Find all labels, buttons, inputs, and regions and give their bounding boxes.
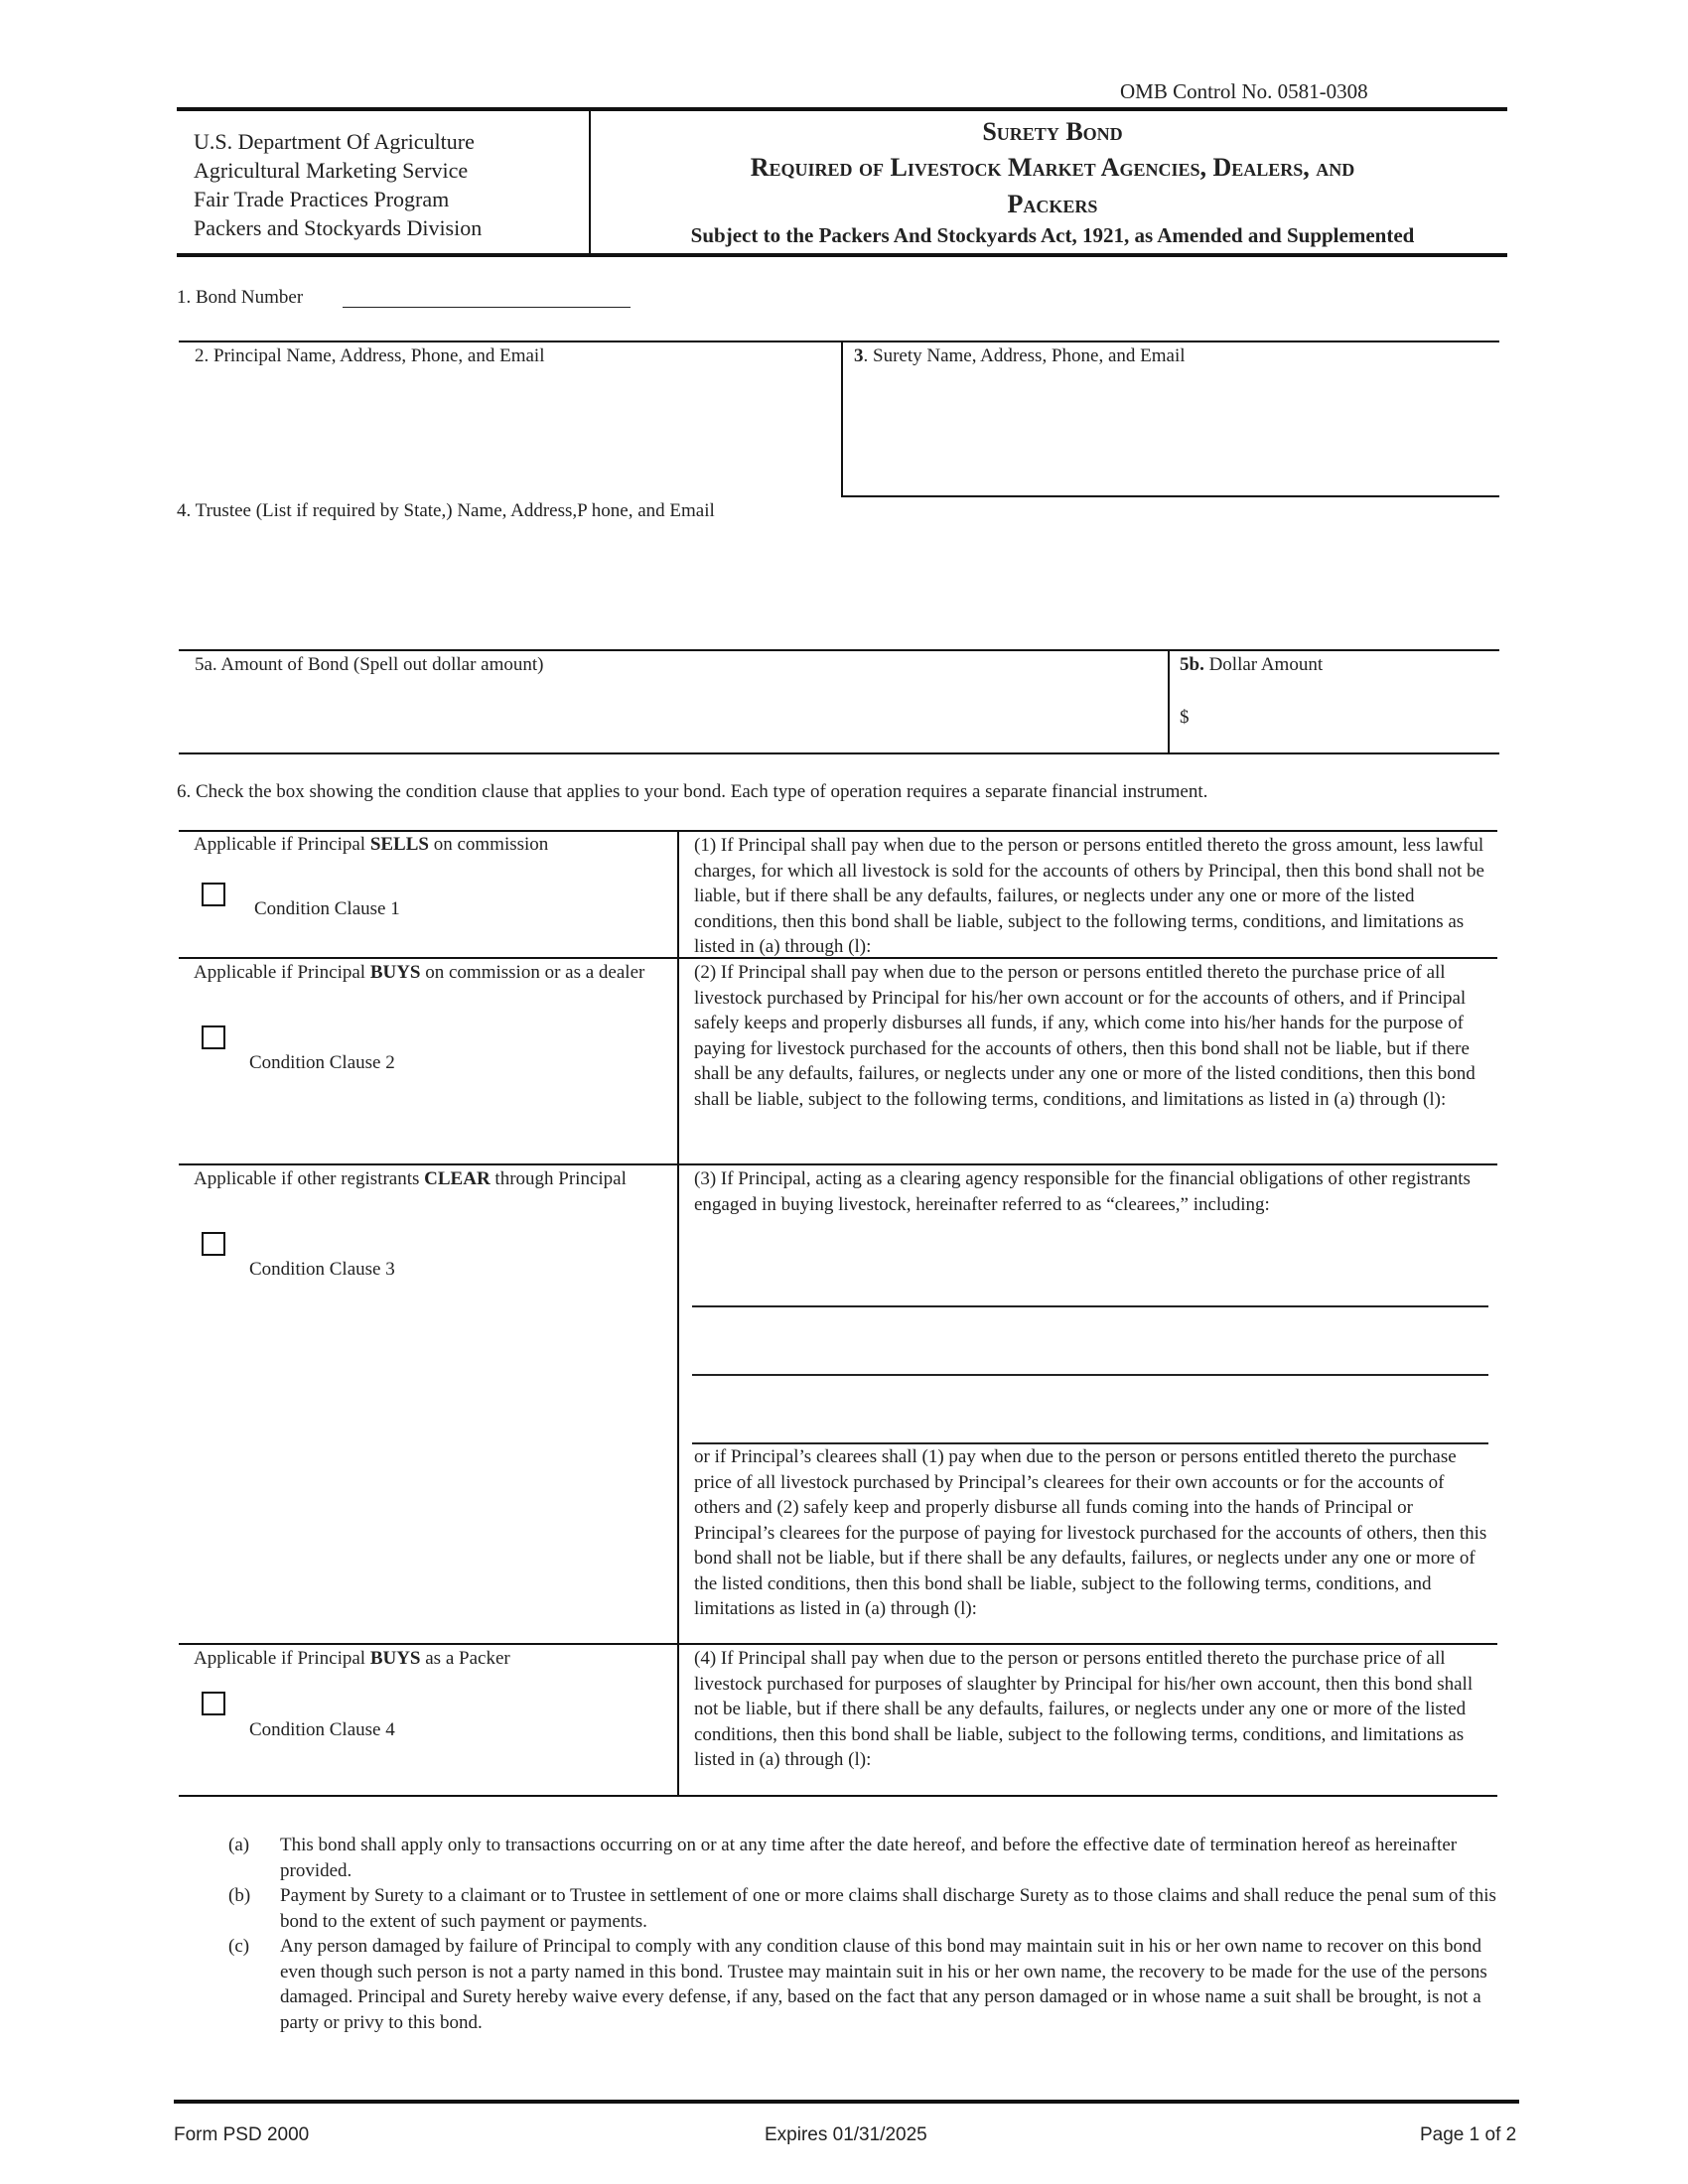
footer-rule	[174, 2100, 1519, 2104]
surety-label-text: . Surety Name, Address, Phone, and Email	[863, 345, 1186, 366]
header-top-rule	[177, 107, 1507, 111]
clause-3-applies	[194, 1166, 670, 1192]
agency-line: Packers and Stockyards Division	[194, 215, 483, 240]
agency-line: U.S. Department Of Agriculture	[194, 129, 475, 154]
dollar-amount-input[interactable]	[1197, 701, 1489, 733]
clause-2-applies	[194, 960, 670, 986]
term-label: (b)	[228, 1885, 251, 1906]
principal-surety-top-rule	[179, 341, 1499, 342]
header-divider	[589, 109, 591, 253]
footer-expiration: Expires 01/31/2025	[765, 2124, 927, 2145]
agency-line: Agricultural Marketing Service	[194, 158, 469, 183]
clause-4-applies	[194, 1646, 670, 1672]
applies-text: Applicable if Principal	[194, 834, 370, 855]
amount-words-input[interactable]	[195, 695, 1152, 737]
term-label: (c)	[228, 1936, 250, 1957]
amount-top-rule	[179, 649, 1499, 651]
surety-label	[854, 343, 1186, 368]
surety-input[interactable]	[854, 371, 1493, 492]
form-subtitle: Subject to the Packers And Stockyards Act, 1921, as Amended and Supplemented	[690, 223, 1415, 247]
clause-row-rule	[179, 1643, 1497, 1645]
applies-text: Applicable if Principal	[194, 962, 370, 983]
form-title	[596, 115, 1509, 248]
clause-2-label: Condition Clause 2	[249, 1052, 395, 1073]
clause-1-applies	[194, 832, 670, 858]
amount-divider	[1168, 650, 1170, 753]
applies-text: on commission or as a dealer	[420, 962, 645, 983]
dollar-sign: $	[1180, 707, 1190, 728]
title-line-2: Required of Livestock Market Agencies, Dealers, and	[750, 153, 1355, 182]
clause-table-divider	[677, 831, 679, 1797]
title-line-3: Packers	[1007, 190, 1098, 218]
agency-line: Fair Trade Practices Program	[194, 187, 450, 211]
agency-block	[194, 127, 482, 242]
section-6-instructions: 6. Check the box showing the condition clause that applies to your bond. Each type of operation requires a separate financial instrument.	[177, 781, 1208, 802]
applies-text: through Principal	[490, 1168, 627, 1189]
applies-text: Applicable if Principal	[194, 1648, 370, 1669]
term-text: Payment by Surety to a claimant or to Trustee in settlement of one or more claims shall discharge Surety as to those claims and shall reduce the penal sum of this bond to the extent of such payment or payments.	[280, 1885, 1496, 1932]
principal-label: 2. Principal Name, Address, Phone, and Email	[195, 345, 545, 366]
clause-3-checkbox[interactable]	[202, 1232, 225, 1256]
clearee-line-3[interactable]	[692, 1412, 1492, 1443]
title-line-1: Surety Bond	[982, 117, 1123, 146]
principal-surety-divider	[841, 341, 843, 496]
trustee-top-rule	[841, 495, 1499, 497]
dollar-amount-label	[1180, 652, 1323, 677]
clearee-line-1[interactable]	[692, 1275, 1492, 1306]
omb-control-number: OMB Control No. 0581-0308	[1120, 79, 1368, 103]
applies-text: as a Packer	[420, 1648, 510, 1669]
clause-4-text: (4) If Principal shall pay when due to the person or persons entitled thereto the purchase price of all livestock purchased for purposes of slaughter by Principal for his/her own account, then this bond shall not be liable, but if there shall be any defaults, failures, or neglects under any one or more of the listed conditions, then this bond shall be liable, subject to the following terms, conditions, and limitations as listed in (a) through (l):	[694, 1648, 1474, 1770]
applies-keyword: BUYS	[369, 962, 421, 983]
clause-4-checkbox[interactable]	[202, 1692, 225, 1715]
clause-3-text-continued: or if Principal’s clearees shall (1) pay when due to the person or persons entitled thereto the purchase price of all livestock purchased by Principal’s clearees for their own accounts or for the accounts of others and (2) safely keep and properly disburse all funds coming into the hands of Principal or Principal’s clearees for the purpose of paying for livestock purchased for the accounts of others, then this bond shall not be liable, but if there shall be any defaults, failures, or neglects under any one or more of the listed conditions, then this bond shall be liable, subject to the following terms, conditions, and limitations as listed in (a) through (l):	[694, 1446, 1487, 1619]
term-item	[228, 1883, 1509, 1934]
clause-4-label: Condition Clause 4	[249, 1719, 395, 1740]
trustee-input[interactable]	[195, 526, 1489, 647]
footer-form-number: Form PSD 2000	[174, 2124, 310, 2145]
term-item	[228, 1833, 1509, 1883]
dollar-amount-number: 5b.	[1180, 654, 1204, 675]
term-item	[228, 1934, 1509, 2035]
applies-keyword: CLEAR	[424, 1168, 491, 1189]
applies-text: Applicable if other registrants	[194, 1168, 425, 1189]
clause-table-bottom-rule	[179, 1795, 1497, 1797]
clause-1-label: Condition Clause 1	[254, 898, 400, 919]
surety-number: 3	[854, 345, 864, 366]
clause-3-text: (3) If Principal, acting as a clearing agency responsible for the financial obligations of other registrants engaged in buying livestock, hereinafter referred to as “clearees,” including:	[694, 1168, 1471, 1215]
clause-row-rule	[179, 1163, 1497, 1165]
clearee-line-2[interactable]	[692, 1343, 1492, 1375]
principal-input[interactable]	[195, 371, 834, 492]
bond-number-label: 1. Bond Number	[177, 287, 304, 308]
term-text: This bond shall apply only to transactions occurring on or at any time after the date hereof, and before the effective date of termination hereof as hereinafter provided.	[280, 1835, 1458, 1881]
clause-1-text: (1) If Principal shall pay when due to the person or persons entitled thereto the gross amount, less lawful charges, for which all livestock is sold for the accounts of others by Principal, then this bond shall not be liable, but if there shall be any defaults, failures, or neglects under any one or more of the listed conditions, then this bond shall be liable, subject to the following terms, conditions, and limitations as listed in (a) through (l):	[694, 835, 1484, 957]
amount-bottom-rule	[179, 752, 1499, 754]
header-bottom-rule	[177, 253, 1507, 257]
applies-text: on commission	[428, 834, 549, 855]
applies-keyword: BUYS	[369, 1648, 421, 1669]
clearee-underline	[692, 1305, 1488, 1307]
clearee-underline	[692, 1374, 1488, 1376]
trustee-label: 4. Trustee (List if required by State,) Name, Address,P hone, and Email	[177, 500, 715, 521]
term-text: Any person damaged by failure of Principal to comply with any condition clause of this bond may maintain suit in his or her own name to recover on this bond even though such person is not a party named in this bond. Trustee may maintain suit in his or her own name, the recovery to be made for the use of the persons damaged. Principal and Surety hereby waive every defense, if any, based on the fact that any person damaged or in whose name a suit shall be brought, is not a party or privy to this bond.	[280, 1936, 1487, 2033]
clause-2-checkbox[interactable]	[202, 1025, 225, 1049]
term-label: (a)	[228, 1835, 250, 1855]
applies-keyword: SELLS	[369, 834, 429, 855]
dollar-amount-label-text: Dollar Amount	[1203, 654, 1324, 675]
clause-3-label: Condition Clause 3	[249, 1259, 395, 1280]
terms-list	[228, 1833, 1509, 2035]
clause-2-text: (2) If Principal shall pay when due to the person or persons entitled thereto the purchase price of all livestock purchased by Principal for his/her own account or for the accounts of others, and if Principal safely keeps and properly disburses all funds, if any, which come into his/her hands for the purpose of paying for livestock purchased for the accounts of others, then this bond shall not be liable, but if there shall be any defaults, failures, or neglects under any one or more of the listed conditions, then this bond shall be liable, subject to the following terms, conditions, and limitations as listed in (a) through (l):	[694, 962, 1476, 1110]
amount-words-label: 5a. Amount of Bond (Spell out dollar amount)	[195, 654, 544, 675]
clause-1-checkbox[interactable]	[202, 883, 225, 906]
footer-page-number: Page 1 of 2	[1420, 2124, 1517, 2145]
bond-number-input[interactable]	[343, 282, 634, 308]
